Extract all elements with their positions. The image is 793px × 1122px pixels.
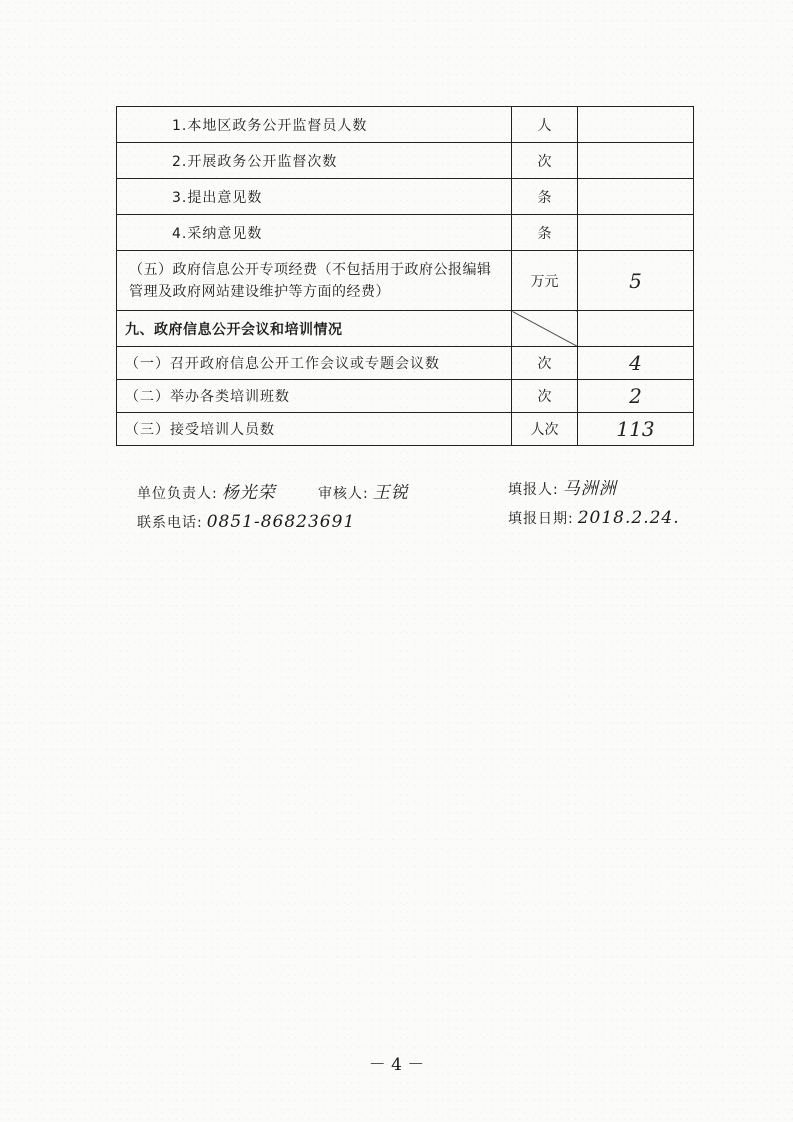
table-row: [117, 413, 694, 446]
table-row: [117, 380, 694, 413]
row-value: 113: [578, 413, 694, 446]
leader-signature: 杨光荣: [221, 483, 276, 503]
row-unit: 条: [512, 215, 578, 251]
phone-field: [137, 512, 355, 532]
reviewer-field: [318, 478, 409, 503]
row-label: 3.提出意见数: [117, 179, 512, 215]
section-header-row: [117, 311, 694, 347]
empty-cell: [578, 311, 694, 347]
table-row: [117, 215, 694, 251]
funding-label: （五）政府信息公开专项经费（不包括用于政府公报编辑管理及政府网站建设维护等方面的经费）: [117, 251, 512, 311]
table-row: [117, 179, 694, 215]
row-value: 4: [578, 347, 694, 380]
row-label: 4.采纳意见数: [117, 215, 512, 251]
statistics-table: [116, 106, 694, 446]
reviewer-label: 审核人:: [318, 486, 369, 502]
row-value: [578, 143, 694, 179]
row-label: （三）接受培训人员数: [117, 413, 512, 446]
date-field: [508, 508, 680, 528]
row-value: [578, 107, 694, 143]
section-title: 九、政府信息公开会议和培训情况: [117, 311, 512, 347]
filler-signature: 马洲洲: [562, 479, 617, 499]
page-number: － 4 －: [368, 1055, 425, 1075]
row-unit: 次: [512, 143, 578, 179]
table-row-funding: [117, 251, 694, 311]
table-row: [117, 107, 694, 143]
row-unit: 人次: [512, 413, 578, 446]
filler-label: 填报人:: [508, 482, 559, 498]
table-row: [117, 347, 694, 380]
reviewer-signature: 王锐: [372, 483, 409, 503]
phone-label: 联系电话:: [137, 515, 203, 531]
row-value: 2: [578, 380, 694, 413]
row-value: [578, 215, 694, 251]
table-row: [117, 143, 694, 179]
funding-unit: 万元: [512, 251, 578, 311]
leader-field: [137, 478, 276, 503]
leader-label: 单位负责人:: [137, 486, 218, 502]
row-label: 2.开展政务公开监督次数: [117, 143, 512, 179]
row-value: [578, 179, 694, 215]
row-label: 1.本地区政务公开监督员人数: [117, 107, 512, 143]
row-label: （二）举办各类培训班数: [117, 380, 512, 413]
row-unit: 条: [512, 179, 578, 215]
date-value: 2018.2.24.: [577, 508, 680, 528]
row-unit: 人: [512, 107, 578, 143]
phone-value: 0851-86823691: [206, 512, 356, 532]
row-unit: 次: [512, 380, 578, 413]
filler-field: [508, 474, 617, 499]
diagonal-cell: [512, 311, 578, 347]
funding-value: 5: [578, 251, 694, 311]
date-label: 填报日期:: [508, 511, 574, 527]
row-label: （一）召开政府信息公开工作会议或专题会议数: [117, 347, 512, 380]
row-unit: 次: [512, 347, 578, 380]
